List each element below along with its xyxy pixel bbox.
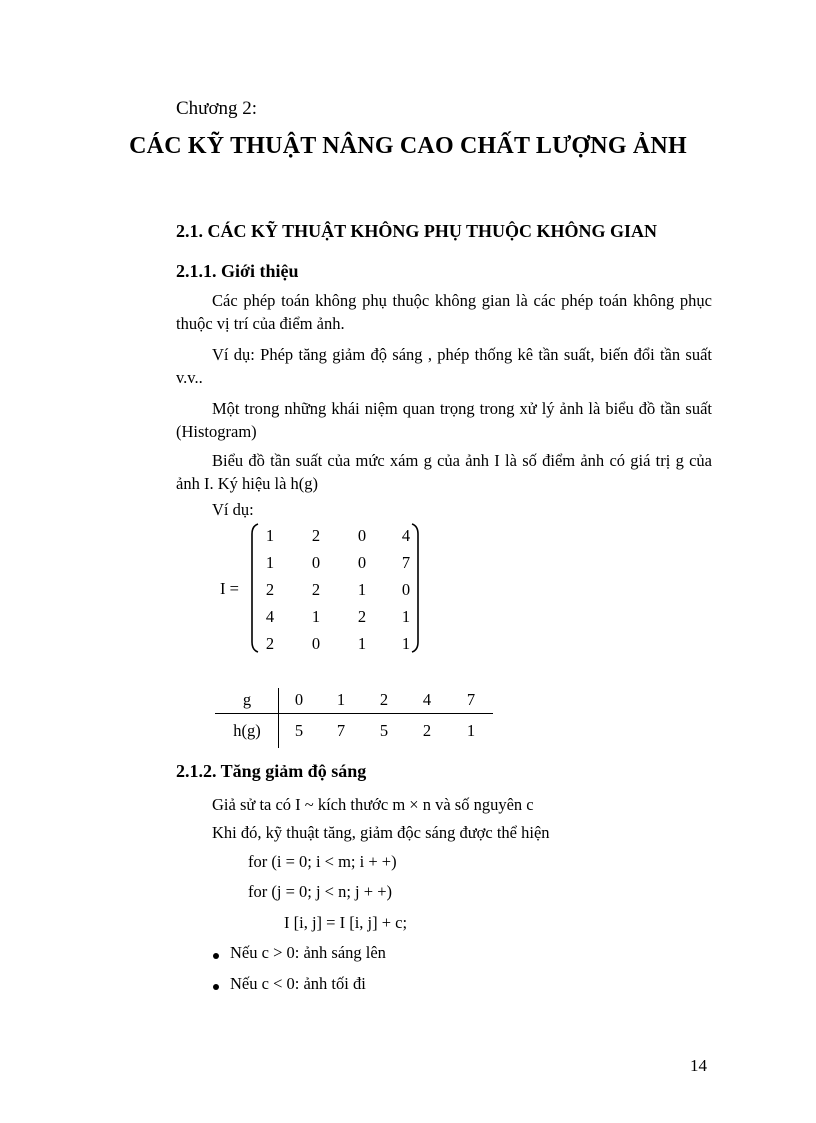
matrix-cell: 2 xyxy=(311,526,321,545)
matrix-row xyxy=(250,553,420,580)
matrix-cell: 4 xyxy=(401,526,411,545)
chapter-label: Chương 2: xyxy=(176,98,258,119)
paragraph-intro: Các phép toán không phụ thuộc không gian là các phép toán không phục thuộc vị trí của điểm ảnh. xyxy=(176,291,712,333)
section-2-1-heading: 2.1. CÁC KỸ THUẬT KHÔNG PHỤ THUỘC KHÔNG GIAN xyxy=(176,221,658,241)
histogram-h-value: 5 xyxy=(379,721,389,740)
matrix-cell: 1 xyxy=(357,580,367,599)
matrix-cell: 0 xyxy=(357,526,367,545)
chapter-title: CÁC KỸ THUẬT NÂNG CAO CHẤT LƯỢNG ẢNH xyxy=(129,133,687,159)
matrix-I xyxy=(250,522,420,654)
bullet-icon xyxy=(213,984,219,990)
matrix-cell: 1 xyxy=(401,634,411,653)
matrix-row xyxy=(250,526,420,553)
matrix-cell: 1 xyxy=(265,526,275,545)
bullet-icon xyxy=(213,953,219,959)
page-number: 14 xyxy=(690,1056,707,1075)
paragraph-histogram-definition: Biểu đồ tần suất của mức xám g của ảnh I là số điểm ảnh có giá trị g của ảnh I. Ký hiệu là h(g) xyxy=(176,451,712,493)
matrix-cell: 1 xyxy=(265,553,275,572)
code-line: for (j = 0; j < n; j + +) xyxy=(248,882,392,901)
matrix-cell: 0 xyxy=(357,553,367,572)
matrix-cell: 2 xyxy=(265,580,275,599)
example-label: Ví dụ: xyxy=(212,500,254,519)
histogram-g-value: 7 xyxy=(466,690,476,709)
bullet-item: Nếu c < 0: ảnh tối đi xyxy=(230,974,366,993)
matrix-cell: 2 xyxy=(265,634,275,653)
histogram-h-value: 7 xyxy=(336,721,346,740)
matrix-cell: 0 xyxy=(311,553,321,572)
paragraph-histogram-concept: Một trong những khái niệm quan trọng trong xử lý ảnh là biểu đồ tần suất (Histogram) xyxy=(176,399,712,441)
histogram-g-value: 4 xyxy=(422,690,432,709)
matrix-label: I = xyxy=(220,579,239,598)
paragraph-example: Ví dụ: Phép tăng giảm độ sáng , phép thống kê tần suất, biến đổi tần suất v.v.. xyxy=(176,345,712,387)
matrix-cell: 4 xyxy=(265,607,275,626)
histogram-g-value: 0 xyxy=(294,690,304,709)
matrix-cell: 7 xyxy=(401,553,411,572)
bullet-item: Nếu c > 0: ảnh sáng lên xyxy=(230,943,386,962)
matrix-cell: 2 xyxy=(357,607,367,626)
histogram-g-value: 1 xyxy=(336,690,346,709)
code-line: for (i = 0; i < m; i + +) xyxy=(248,852,397,871)
section-2-1-1-heading: 2.1.1. Giới thiệu xyxy=(176,261,299,281)
histogram-g-label: g xyxy=(242,690,252,709)
histogram-h-value: 2 xyxy=(422,721,432,740)
code-line: I [i, j] = I [i, j] + c; xyxy=(284,913,408,932)
matrix-cell: 0 xyxy=(401,580,411,599)
matrix-cell: 1 xyxy=(401,607,411,626)
histogram-h-value: 5 xyxy=(294,721,304,740)
matrix-cell: 1 xyxy=(311,607,321,626)
table-divider-horizontal xyxy=(215,713,493,714)
histogram-table xyxy=(215,688,495,748)
matrix-row xyxy=(250,580,420,607)
section-2-1-2-heading: 2.1.2. Tăng giảm độ sáng xyxy=(176,761,367,781)
matrix-row xyxy=(250,634,420,661)
histogram-h-value: 1 xyxy=(466,721,476,740)
assumption-line: Giả sử ta có I ~ kích thước m × n và số nguyên c xyxy=(212,795,534,814)
technique-line: Khi đó, kỹ thuật tăng, giảm độc sáng được thể hiện xyxy=(212,823,550,842)
matrix-cell: 1 xyxy=(357,634,367,653)
histogram-hg-label: h(g) xyxy=(233,721,261,740)
matrix-row xyxy=(250,607,420,634)
matrix-cell: 0 xyxy=(311,634,321,653)
matrix-cell: 2 xyxy=(311,580,321,599)
histogram-g-value: 2 xyxy=(379,690,389,709)
